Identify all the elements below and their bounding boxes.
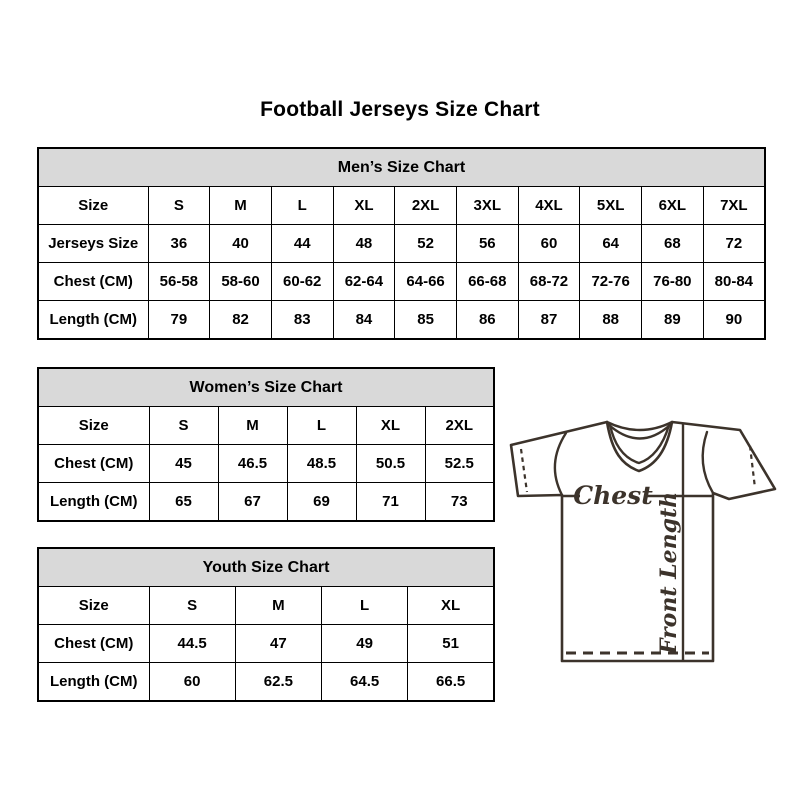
value-cell: 88 [580,301,642,340]
value-cell: 69 [287,483,356,522]
value-cell: 66-68 [456,263,518,301]
value-cell: 62-64 [333,263,395,301]
table-row [38,225,765,263]
row-label-cell: Length (CM) [38,301,148,340]
value-cell: 72-76 [580,263,642,301]
jersey-outline [511,422,775,661]
value-cell: 48.5 [287,445,356,483]
value-cell: 73 [425,483,494,522]
table-row [38,483,494,522]
value-cell: 49 [322,625,408,663]
value-cell: 64 [580,225,642,263]
value-cell: S [148,187,210,225]
value-cell: L [287,407,356,445]
table-row [38,663,494,702]
value-cell: XL [408,587,494,625]
value-cell: 87 [518,301,580,340]
value-cell: 89 [642,301,704,340]
row-label-cell: Size [38,187,148,225]
collar-back-arc-outer [607,422,672,430]
value-cell: 85 [395,301,457,340]
value-cell: 40 [210,225,272,263]
value-cell: 64.5 [322,663,408,702]
mens-size-table [37,147,766,340]
row-label-cell: Jerseys Size [38,225,148,263]
value-cell: 7XL [703,187,765,225]
value-cell: 46.5 [218,445,287,483]
value-cell: 60 [518,225,580,263]
jersey-measurement-diagram [500,400,780,670]
table-section-header: Youth Size Chart [38,548,494,587]
value-cell: S [149,587,235,625]
value-cell: XL [356,407,425,445]
value-cell: 90 [703,301,765,340]
value-cell: 71 [356,483,425,522]
value-cell: S [149,407,218,445]
value-cell: 86 [456,301,518,340]
table-row [38,187,765,225]
value-cell: 60 [149,663,235,702]
row-label-cell: Size [38,407,149,445]
row-label-cell: Chest (CM) [38,263,148,301]
value-cell: 66.5 [408,663,494,702]
value-cell: M [210,187,272,225]
value-cell: M [218,407,287,445]
row-label-cell: Chest (CM) [38,445,149,483]
chest-label: Chest [573,481,653,510]
table-row [38,301,765,340]
value-cell: 51 [408,625,494,663]
value-cell: 58-60 [210,263,272,301]
value-cell: 67 [218,483,287,522]
size-table [37,547,495,702]
value-cell: 5XL [580,187,642,225]
value-cell: 50.5 [356,445,425,483]
table-row [38,263,765,301]
value-cell: 72 [703,225,765,263]
value-cell: 36 [148,225,210,263]
value-cell: 60-62 [271,263,333,301]
value-cell: 45 [149,445,218,483]
table-section-header: Men’s Size Chart [38,148,765,187]
value-cell: 80-84 [703,263,765,301]
row-label-cell: Length (CM) [38,483,149,522]
page-title: Football Jerseys Size Chart [260,98,540,121]
value-cell: 62.5 [235,663,321,702]
value-cell: M [235,587,321,625]
value-cell: 44.5 [149,625,235,663]
value-cell: L [271,187,333,225]
value-cell: 65 [149,483,218,522]
value-cell: L [322,587,408,625]
value-cell: 4XL [518,187,580,225]
value-cell: 2XL [425,407,494,445]
row-label-cell: Length (CM) [38,663,149,702]
value-cell: 48 [333,225,395,263]
value-cell: 3XL [456,187,518,225]
value-cell: 79 [148,301,210,340]
value-cell: 6XL [642,187,704,225]
value-cell: 56 [456,225,518,263]
value-cell: 76-80 [642,263,704,301]
value-cell: 52.5 [425,445,494,483]
youth-size-table [37,547,495,702]
table-section-header: Women’s Size Chart [38,368,494,407]
value-cell: 68 [642,225,704,263]
value-cell: 52 [395,225,457,263]
value-cell: 84 [333,301,395,340]
womens-size-table [37,367,495,522]
value-cell: 2XL [395,187,457,225]
table-row [38,625,494,663]
table-row [38,587,494,625]
front-length-label: Front Length [656,491,682,655]
value-cell: XL [333,187,395,225]
table-row [38,407,494,445]
value-cell: 83 [271,301,333,340]
size-table [37,367,495,522]
table-row [38,445,494,483]
row-label-cell: Size [38,587,149,625]
size-table [37,147,766,340]
value-cell: 82 [210,301,272,340]
value-cell: 64-66 [395,263,457,301]
value-cell: 68-72 [518,263,580,301]
value-cell: 56-58 [148,263,210,301]
value-cell: 44 [271,225,333,263]
value-cell: 47 [235,625,321,663]
row-label-cell: Chest (CM) [38,625,149,663]
